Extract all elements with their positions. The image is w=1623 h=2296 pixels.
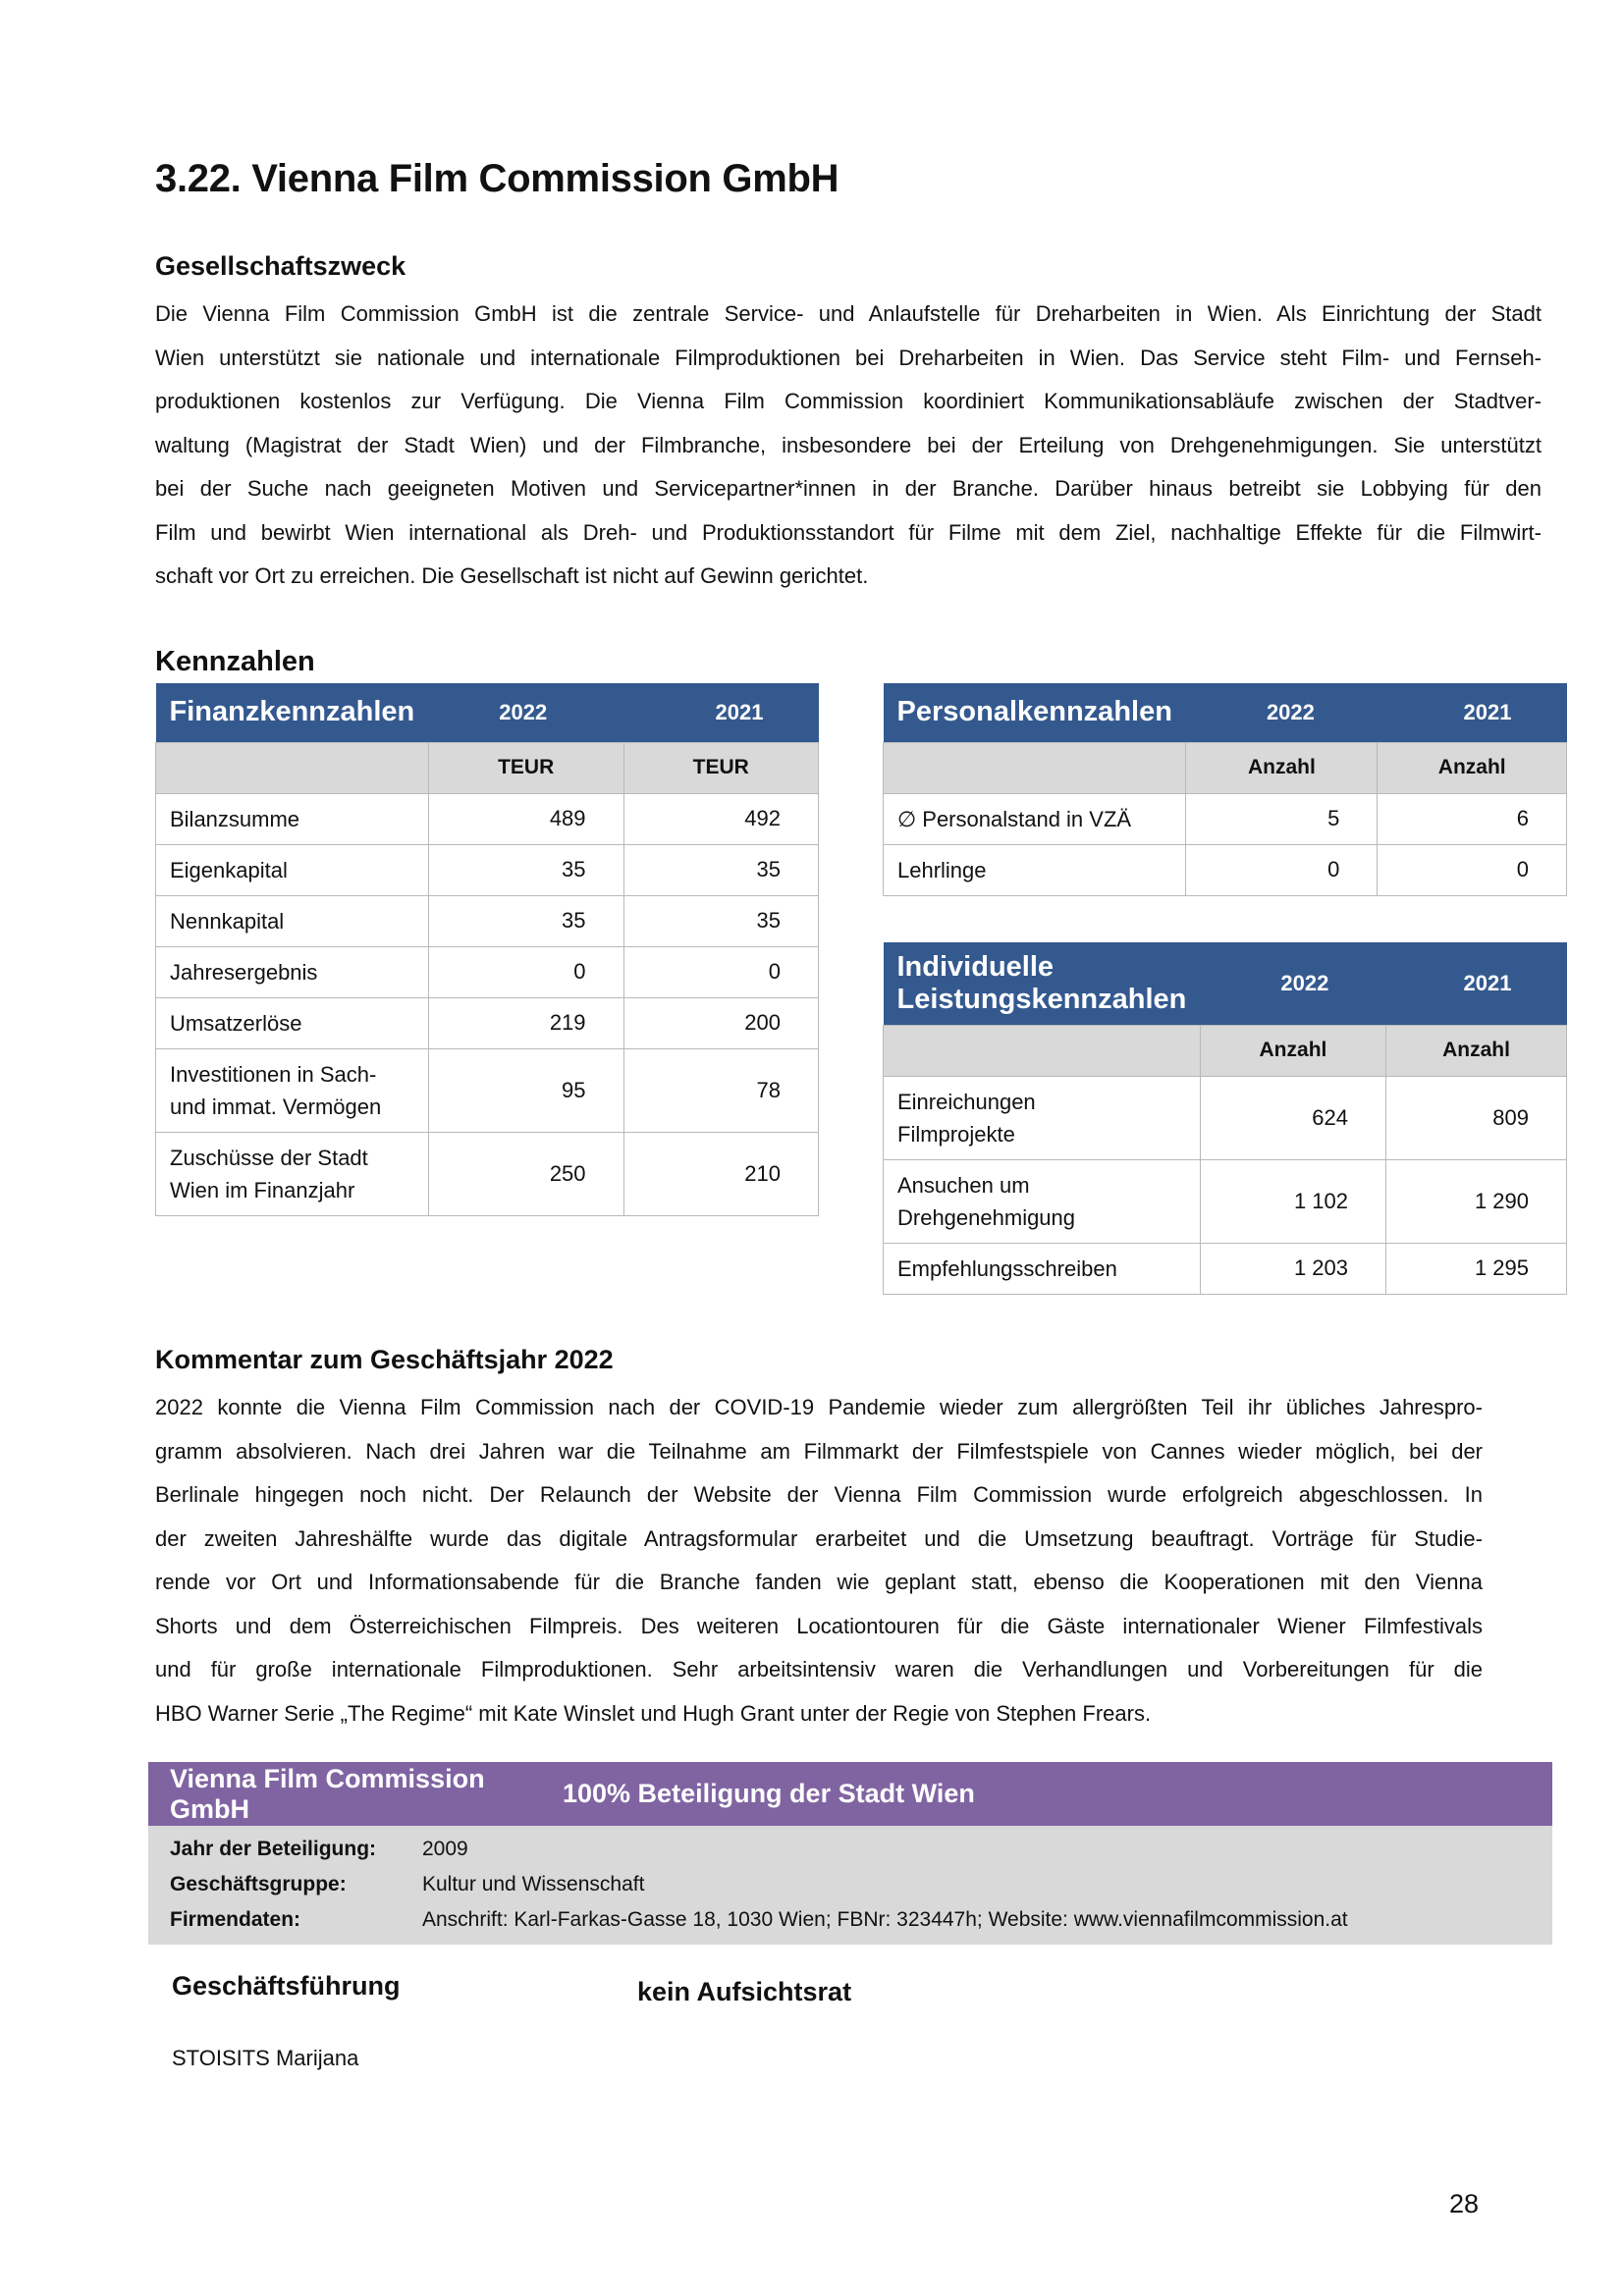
page-title: 3.22. Vienna Film Commission GmbH — [155, 157, 839, 200]
table-row — [884, 1076, 1567, 1159]
detail-value: Anschrift: Karl-Farkas-Gasse 18, 1030 Wien; FBNr: 323447h; Website: www.viennafilmcommission.at — [422, 1908, 1348, 1931]
row-label-line: Ansuchen um — [897, 1172, 1030, 1198]
finanz-year-2021: 2021 — [623, 683, 818, 742]
comment-text — [155, 1386, 1483, 1735]
row-value-2022: 95 — [428, 1048, 623, 1132]
table-row — [884, 1159, 1567, 1243]
row-label — [156, 1048, 429, 1132]
row-label-line: Wien im Finanzjahr — [170, 1177, 355, 1202]
company-name: Vienna Film Commission GmbH — [170, 1763, 485, 1824]
leistung-unit-empty — [884, 1025, 1201, 1076]
comment-line: rende vor Ort und Informationsabende für die Branche fanden wie geplant statt, ebenso die Kooperationen mit den Vienna — [155, 1570, 1483, 1594]
table-row — [156, 844, 819, 895]
row-value-2022: 35 — [428, 844, 623, 895]
row-value-2022: 624 — [1200, 1076, 1385, 1159]
table-row — [156, 997, 819, 1048]
board-status: kein Aufsichtsrat — [637, 1977, 852, 2006]
management-heading: Geschäftsführung — [172, 1971, 401, 2001]
row-label-line: Drehgenehmigung — [897, 1204, 1076, 1230]
table-row — [156, 895, 819, 946]
comment-line: Berlinale hingegen noch nicht. Der Relaunch der Website der Vienna Film Commission wurde erfolgreich abgeschlossen. In — [155, 1482, 1483, 1507]
purpose-line: schaft vor Ort zu erreichen. Die Gesellschaft ist nicht auf Gewinn gerichtet. — [155, 563, 869, 588]
row-label-line: Einreichungen — [897, 1089, 1036, 1114]
row-label: Jahresergebnis — [156, 946, 429, 997]
detail-key: Geschäftsgruppe: — [170, 1873, 347, 1896]
comment-line: und für große internationale Filmproduktionen. Sehr arbeitsintensiv waren die Verhandlungen und Vorbereitungen für die — [155, 1657, 1483, 1682]
table-row — [884, 793, 1567, 844]
row-value-2022: 1 102 — [1200, 1159, 1385, 1243]
row-value-2022: 1 203 — [1200, 1243, 1385, 1294]
comment-line: 2022 konnte die Vienna Film Commission nach der COVID-19 Pandemie wieder zum allergrößten Teil ihr übliches Jahrespro- — [155, 1395, 1483, 1419]
kennzahlen-heading: Kennzahlen — [155, 646, 315, 677]
comment-line: Shorts und dem Österreichischen Filmpreis. Des weiteren Locationtouren für die Gäste internationaler Wiener Filmfestivals — [155, 1613, 1483, 1638]
row-value-2021: 1 290 — [1386, 1159, 1567, 1243]
comment-line: HBO Warner Serie „The Regime“ mit Kate Winslet und Hugh Grant unter der Regie von Stephen Frears. — [155, 1700, 1152, 1726]
row-value-2022: 35 — [428, 895, 623, 946]
row-label-line: Filmprojekte — [897, 1121, 1015, 1147]
leistung-table — [883, 942, 1567, 1295]
purpose-line: Wien unterstützt sie nationale und internationale Filmproduktionen bei Dreharbeiten in Wien. Das Service steht Film- und Fernseh- — [155, 345, 1542, 370]
purpose-line: bei der Suche nach geeigneten Motiven und Servicepartner*innen in der Branche. Darüber hinaus betreibt sie Lobbying für den — [155, 476, 1542, 501]
personal-unit-2021: Anzahl — [1378, 742, 1567, 793]
row-value-2022: 0 — [428, 946, 623, 997]
row-value-2022: 250 — [428, 1132, 623, 1215]
purpose-line: Film und bewirbt Wien international als Dreh- und Produktionsstandort für Filme mit dem Ziel, nachhaltige Effekte für die Filmwirt- — [155, 519, 1542, 545]
company-details — [148, 1826, 1552, 1945]
leistung-unit-2021: Anzahl — [1386, 1025, 1567, 1076]
row-value-2021: 492 — [623, 793, 818, 844]
company-info-bar — [148, 1762, 1552, 1826]
detail-value: 2009 — [422, 1838, 468, 1860]
detail-row — [148, 1832, 1552, 1867]
row-value-2021: 0 — [1378, 844, 1567, 895]
table-row — [156, 1048, 819, 1132]
row-label: Empfehlungsschreiben — [884, 1243, 1201, 1294]
row-label: Nennkapital — [156, 895, 429, 946]
table-row — [884, 844, 1567, 895]
row-label: Bilanzsumme — [156, 793, 429, 844]
leistung-title — [884, 942, 1201, 1025]
detail-key: Firmendaten: — [170, 1908, 301, 1931]
leistung-unit-2022: Anzahl — [1200, 1025, 1385, 1076]
purpose-line: Die Vienna Film Commission GmbH ist die zentrale Service- und Anlaufstelle für Dreharbeiten in Wien. Als Einrichtung der Stadt — [155, 301, 1542, 326]
row-value-2022: 489 — [428, 793, 623, 844]
row-value-2021: 35 — [623, 895, 818, 946]
manager-name: STOISITS Marijana — [172, 2046, 359, 2070]
detail-row — [148, 1902, 1552, 1938]
row-label: Eigenkapital — [156, 844, 429, 895]
purpose-heading: Gesellschaftszweck — [155, 251, 406, 281]
finanz-table — [155, 683, 819, 1216]
table-row — [156, 1132, 819, 1215]
leistung-title-line: Individuelle — [896, 950, 1055, 983]
row-value-2021: 809 — [1386, 1076, 1567, 1159]
finanz-unit-2022: TEUR — [428, 742, 623, 793]
leistung-year-2021: 2021 — [1386, 942, 1567, 1025]
leistung-year-2022: 2022 — [1200, 942, 1385, 1025]
personal-table — [883, 683, 1567, 896]
row-value-2021: 200 — [623, 997, 818, 1048]
row-label-line: Investitionen in Sach- — [170, 1061, 377, 1087]
finanz-unit-empty — [156, 742, 429, 793]
row-value-2022: 5 — [1186, 793, 1378, 844]
personal-year-2021: 2021 — [1378, 683, 1567, 742]
personal-unit-empty — [884, 742, 1186, 793]
detail-row — [148, 1867, 1552, 1902]
row-value-2021: 6 — [1378, 793, 1567, 844]
personal-unit-2022: Anzahl — [1186, 742, 1378, 793]
row-label: ∅ Personalstand in VZÄ — [884, 793, 1186, 844]
purpose-line: waltung (Magistrat der Stadt Wien) und der Filmbranche, insbesondere bei der Erteilung von Drehgenehmigungen. Sie unterstützt — [155, 432, 1542, 457]
row-label: Umsatzerlöse — [156, 997, 429, 1048]
comment-heading: Kommentar zum Geschäftsjahr 2022 — [155, 1345, 614, 1374]
company-share: 100% Beteiligung der Stadt Wien — [563, 1779, 975, 1808]
row-label: Lehrlinge — [884, 844, 1186, 895]
comment-line: gramm absolvieren. Nach drei Jahren war die Teilnahme am Filmmarkt der Filmfestspiele von Cannes wieder möglich, bei der — [155, 1438, 1483, 1464]
finanz-unit-2021: TEUR — [623, 742, 818, 793]
row-label-line: und immat. Vermögen — [170, 1094, 382, 1119]
row-value-2021: 210 — [623, 1132, 818, 1215]
row-value-2021: 78 — [623, 1048, 818, 1132]
comment-line: der zweiten Jahreshälfte wurde das digitale Antragsformular erarbeitet und die Umsetzung beauftragt. Vorträge für Studie- — [155, 1525, 1483, 1551]
finanz-year-2022: 2022 — [428, 683, 623, 742]
purpose-line: produktionen kostenlos zur Verfügung. Die Vienna Film Commission koordiniert Kommunikationsabläufe zwischen der Stadtver- — [155, 389, 1542, 413]
row-value-2021: 35 — [623, 844, 818, 895]
row-value-2022: 219 — [428, 997, 623, 1048]
row-value-2021: 0 — [623, 946, 818, 997]
detail-key: Jahr der Beteiligung: — [170, 1838, 377, 1860]
page-number: 28 — [1449, 2189, 1480, 2218]
table-row — [884, 1243, 1567, 1294]
personal-title: Personalkennzahlen — [884, 683, 1186, 742]
row-value-2022: 0 — [1186, 844, 1378, 895]
table-row — [156, 946, 819, 997]
leistung-title-line: Leistungskennzahlen — [896, 983, 1187, 1015]
row-label — [884, 1159, 1201, 1243]
table-row — [156, 793, 819, 844]
personal-year-2022: 2022 — [1186, 683, 1378, 742]
row-value-2021: 1 295 — [1386, 1243, 1567, 1294]
purpose-text — [155, 293, 1542, 599]
detail-value: Kultur und Wissenschaft — [422, 1873, 645, 1896]
company-info-box — [148, 1762, 1552, 1945]
row-label — [156, 1132, 429, 1215]
row-label — [884, 1076, 1201, 1159]
finanz-title: Finanzkennzahlen — [156, 683, 429, 742]
row-label-line: Zuschüsse der Stadt — [170, 1145, 368, 1170]
